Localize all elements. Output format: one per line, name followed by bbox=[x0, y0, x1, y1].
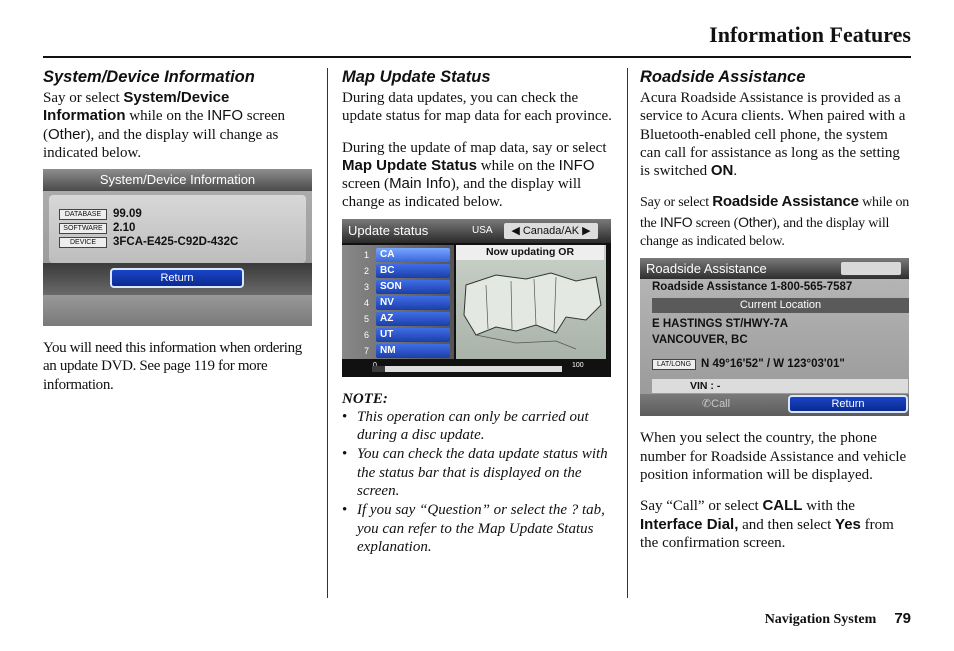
on-label: ON bbox=[710, 162, 734, 180]
yes-label: Yes bbox=[835, 515, 861, 533]
list-number: 3 bbox=[364, 281, 370, 292]
paragraph: When you select the country, the phone number for Roadside Assistance and vehicle position information will be displayed. bbox=[640, 430, 907, 483]
progress-max-label: 100 bbox=[572, 361, 584, 369]
device-tag: DEVICE bbox=[59, 237, 107, 248]
database-value: 99.09 bbox=[113, 208, 142, 221]
text: ), and the display will change as indicated below. bbox=[640, 215, 890, 250]
list-number: 6 bbox=[364, 329, 370, 340]
list-item[interactable]: UT bbox=[376, 328, 450, 342]
text: with the bbox=[802, 498, 855, 515]
paragraph bbox=[640, 193, 912, 251]
canada-map bbox=[456, 245, 606, 359]
note-heading: NOTE: bbox=[342, 390, 388, 407]
page-number: 79 bbox=[894, 610, 911, 627]
coordinates: N 49°16'52" / W 123°03'01" bbox=[701, 358, 845, 371]
call-label: Call bbox=[711, 398, 731, 411]
list-number: 7 bbox=[364, 345, 370, 356]
tab-canada-label: Canada/AK bbox=[522, 224, 580, 237]
list-number: 4 bbox=[364, 297, 370, 308]
list-item: • This operation can only be carried out during a disc update. bbox=[342, 408, 589, 444]
device-value: 3FCA-E425-C92D-432C bbox=[113, 236, 239, 249]
list-number: 5 bbox=[364, 313, 370, 324]
info-label: INFO bbox=[558, 156, 595, 174]
coordinates-row bbox=[652, 358, 845, 370]
main-info-label: Main Info bbox=[389, 175, 451, 193]
other-label: Other bbox=[738, 213, 773, 230]
text: Say or select bbox=[43, 90, 124, 106]
call-command: CALL bbox=[762, 497, 803, 515]
list-item: • You can check the data update status with the status bar that is displayed on the screen. bbox=[342, 446, 608, 499]
screen-title: Roadside Assistance bbox=[640, 258, 909, 279]
list-number: 1 bbox=[364, 249, 370, 260]
paragraph: During data updates, you can check the update status for map data for each province. bbox=[342, 90, 612, 125]
software-row bbox=[59, 222, 135, 234]
note-text: If you say “Question” or select the ? tab, you can refer to the Map Update Status explanation. bbox=[357, 502, 605, 555]
list-number: 2 bbox=[364, 265, 370, 276]
text: and then select bbox=[738, 516, 836, 533]
database-row bbox=[59, 208, 142, 220]
section-heading: Map Update Status bbox=[342, 68, 491, 86]
text: . bbox=[733, 163, 738, 180]
note-list bbox=[342, 408, 614, 556]
interface-dial-label: Interface Dial, bbox=[640, 515, 739, 533]
paragraph: You will need this information when ordering an update DVD. See page 119 for more information. bbox=[43, 340, 302, 393]
text: screen ( bbox=[342, 176, 390, 193]
phone-icon: ✆ bbox=[701, 398, 712, 411]
return-button[interactable]: Return bbox=[788, 395, 908, 413]
tab-canada[interactable]: ◀ Canada/AK ▶ bbox=[504, 223, 598, 239]
paragraph bbox=[43, 89, 315, 162]
system-device-screenshot bbox=[43, 169, 312, 326]
address-line-1: E HASTINGS ST/HWY-7A bbox=[652, 318, 789, 331]
text: while on the bbox=[125, 108, 208, 125]
text: During the update of map data, say or select bbox=[342, 139, 607, 156]
section-heading: System/Device Information bbox=[43, 68, 255, 86]
page-footer bbox=[765, 610, 911, 628]
province-list bbox=[342, 245, 454, 359]
list-item[interactable]: BC bbox=[376, 264, 450, 278]
info-panel bbox=[49, 195, 306, 263]
list-item[interactable]: CA bbox=[376, 248, 450, 262]
text: screen ( bbox=[43, 108, 286, 143]
list-item[interactable]: NV bbox=[376, 296, 450, 310]
now-updating-label: Now updating OR bbox=[456, 245, 604, 260]
footer-label: Navigation System bbox=[764, 612, 877, 627]
page-title: Information Features bbox=[709, 22, 911, 47]
vin-field: VIN : - bbox=[652, 379, 908, 393]
list-item[interactable]: SON bbox=[376, 280, 450, 294]
column-system-device bbox=[43, 68, 315, 394]
progress-fill bbox=[372, 366, 385, 372]
note-text: You can check the data update status with the status bar that is displayed on the screen. bbox=[357, 446, 608, 499]
text: Say or select bbox=[640, 195, 713, 211]
device-row bbox=[59, 236, 238, 248]
screen-title: Update status bbox=[342, 219, 611, 243]
text: ), and the display will change as indicated below. bbox=[342, 176, 582, 211]
note-text: This operation can only be carried out during a disc update. bbox=[357, 408, 589, 444]
roadside-screenshot bbox=[640, 258, 909, 416]
map-outline-icon bbox=[456, 245, 606, 359]
column-divider bbox=[627, 68, 628, 598]
address-line-2: VANCOUVER, BC bbox=[652, 334, 748, 347]
call-button[interactable] bbox=[652, 397, 780, 412]
info-label: INFO bbox=[659, 213, 693, 230]
list-item[interactable]: AZ bbox=[376, 312, 450, 326]
section-heading: Roadside Assistance bbox=[640, 68, 806, 86]
paragraph bbox=[342, 139, 614, 212]
text: screen ( bbox=[692, 215, 739, 231]
return-button[interactable]: Return bbox=[110, 268, 244, 288]
software-tag: SOFTWARE bbox=[59, 223, 107, 234]
current-location-bar: Current Location bbox=[652, 298, 909, 313]
command-label: System/Device Information bbox=[43, 89, 230, 125]
command-label: Map Update Status bbox=[342, 156, 478, 174]
header-box bbox=[841, 262, 901, 275]
text: while on the bbox=[477, 157, 559, 174]
column-map-update bbox=[342, 68, 614, 557]
progress-bar bbox=[372, 366, 562, 372]
list-item: • If you say “Question” or select the ? tab, you can refer to the Map Update Status explanation. bbox=[342, 502, 605, 555]
text: while on the bbox=[640, 195, 910, 231]
database-tag: DATABASE bbox=[59, 209, 107, 220]
text: Acura Roadside Assistance is provided as a service to Acura clients. When paired with a Bluetooth-enabled cell phone, the system can call for assistance as long as the setting is switched bbox=[640, 90, 906, 180]
text: from the confirmation screen. bbox=[640, 516, 894, 551]
update-status-screenshot bbox=[342, 219, 611, 377]
screen-footer bbox=[43, 295, 312, 326]
tab-usa[interactable]: USA bbox=[472, 224, 493, 236]
paragraph bbox=[640, 497, 912, 552]
column-divider bbox=[327, 68, 328, 598]
list-item[interactable]: NM bbox=[376, 344, 450, 358]
command-label: Roadside Assistance bbox=[712, 193, 859, 211]
text: ), and the display will change as indicated below. bbox=[43, 126, 279, 161]
paragraph bbox=[640, 89, 912, 180]
software-value: 2.10 bbox=[113, 222, 136, 235]
screen-title: System/Device Information bbox=[43, 169, 312, 191]
phone-line: Roadside Assistance 1-800-565-7587 bbox=[652, 281, 853, 294]
other-label: Other bbox=[48, 125, 86, 143]
title-rule bbox=[43, 56, 911, 58]
column-roadside bbox=[640, 68, 912, 552]
text: Say “Call” or select bbox=[640, 498, 763, 515]
info-label: INFO bbox=[207, 107, 243, 125]
latlong-tag: LAT/LONG bbox=[652, 359, 696, 370]
